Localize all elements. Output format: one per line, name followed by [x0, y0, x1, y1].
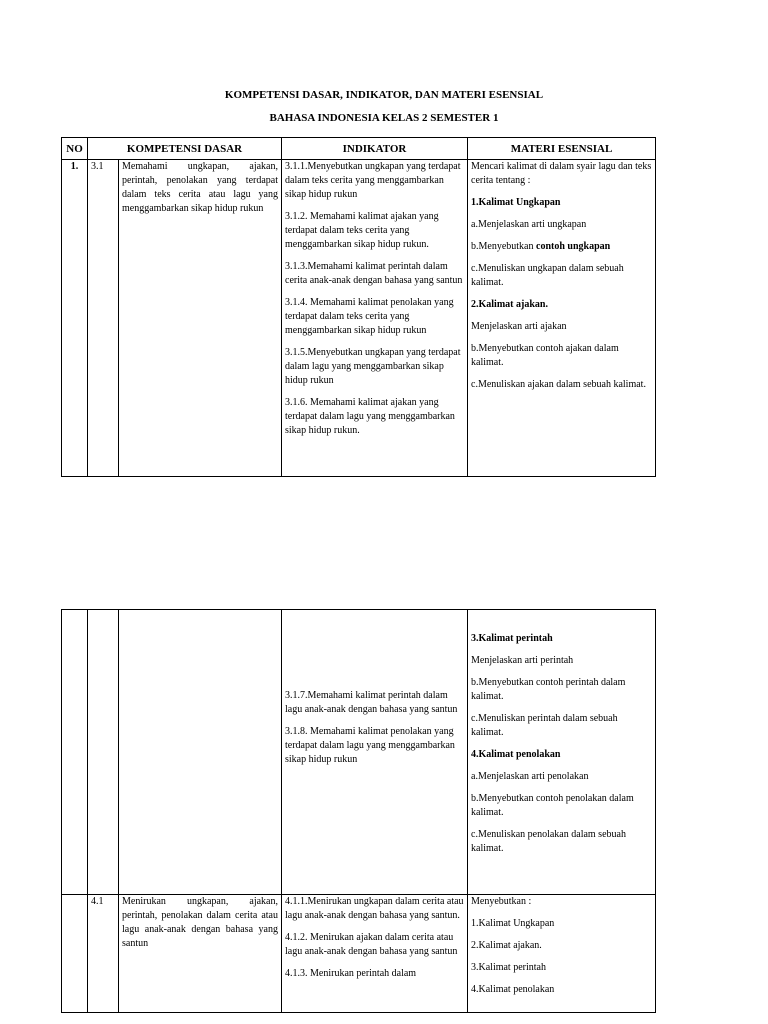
- table-row: [62, 895, 656, 1013]
- kd-text: Menirukan ungkapan, ajakan, perintah, penolakan dalam cerita atau lagu anak-anak dengan bahasa yang santun: [119, 895, 282, 1013]
- materi-item: b.Menyebutkan contoh ajakan dalam kalimat.: [471, 343, 619, 368]
- indikator-item: 3.1.8. Memahami kalimat penolakan yang terdapat dalam lagu yang menggambarkan sikap hidup rukun: [285, 726, 455, 765]
- table-header-row: [62, 138, 656, 160]
- materi-heading: 3.Kalimat perintah: [471, 633, 553, 644]
- indikator-item: 3.1.5.Menyebutkan ungkapan yang terdapat dalam lagu yang menggambarkan sikap hidup rukun: [285, 347, 461, 386]
- kd-text: Memahami ungkapan, ajakan, perintah, penolakan yang terdapat dalam teks cerita atau lagu yang menggambarkan sikap hidup rukun: [119, 160, 282, 477]
- indikator-item: 3.1.1.Menyebutkan ungkapan yang terdapat dalam teks cerita yang menggambarkan sikap hidup rukun: [285, 161, 461, 200]
- materi-heading: 2.Kalimat ajakan.: [471, 299, 548, 310]
- materi-heading: 1.Kalimat Ungkapan: [471, 197, 561, 208]
- indikator-item: 3.1.2. Memahami kalimat ajakan yang terdapat dalam teks cerita yang menggambarkan sikap hidup rukun.: [285, 211, 439, 250]
- competency-table-page2: [61, 609, 656, 1013]
- indikator-item: 4.1.3. Menirukan perintah dalam: [285, 968, 417, 979]
- indikator-item: 4.1.2. Menirukan ajakan dalam cerita atau lagu anak-anak dengan bahasa yang santun: [285, 932, 458, 957]
- materi-cell: [468, 610, 656, 895]
- materi-item: b.Menyebutkan contoh ungkapan: [471, 241, 611, 252]
- materi-item: 2.Kalimat ajakan.: [471, 940, 542, 951]
- materi-item: 1.Kalimat Ungkapan: [471, 918, 555, 929]
- page-subtitle: BAHASA INDONESIA KELAS 2 SEMESTER 1: [269, 112, 499, 124]
- kd-code: 3.1: [88, 160, 119, 477]
- materi-item: a.Menjelaskan arti ungkapan: [471, 219, 587, 230]
- materi-item: c.Menuliskan ungkapan dalam sebuah kalimat.: [471, 263, 624, 288]
- indikator-item: 3.1.7.Memahami kalimat perintah dalam lagu anak-anak dengan bahasa yang santun: [285, 690, 458, 715]
- indikator-item: 3.1.4. Memahami kalimat penolakan yang terdapat dalam teks cerita yang menggambarkan sikap hidup rukun: [285, 297, 454, 336]
- materi-item: c.Menuliskan perintah dalam sebuah kalimat.: [471, 713, 618, 738]
- materi-item: Menjelaskan arti ajakan: [471, 321, 567, 332]
- materi-item: Menjelaskan arti perintah: [471, 655, 574, 666]
- table-row: [62, 610, 656, 895]
- materi-item: 4.Kalimat penolakan: [471, 984, 555, 995]
- table-row: [62, 160, 656, 477]
- indikator-item: 3.1.3.Memahami kalimat perintah dalam cerita anak-anak dengan bahasa yang santun: [285, 261, 463, 286]
- row-number: 1.: [70, 161, 79, 172]
- header-materi-esensial: MATERI ESENSIAL: [468, 138, 656, 160]
- indikator-cell: [282, 610, 468, 895]
- header-indikator: INDIKATOR: [282, 138, 468, 160]
- materi-item: c.Menuliskan penolakan dalam sebuah kalimat.: [471, 829, 626, 854]
- indikator-item: 4.1.1.Menirukan ungkapan dalam cerita atau lagu anak-anak dengan bahasa yang santun.: [285, 896, 464, 921]
- header-kompetensi-dasar: KOMPETENSI DASAR: [88, 138, 282, 160]
- materi-item: a.Menjelaskan arti penolakan: [471, 771, 589, 782]
- materi-item: Menyebutkan :: [471, 896, 532, 907]
- header-no: NO: [62, 138, 88, 160]
- materi-cell: [468, 160, 656, 477]
- materi-intro: Mencari kalimat di dalam syair lagu dan teks cerita tentang :: [471, 161, 652, 186]
- indikator-cell: [282, 160, 468, 477]
- materi-cell: [468, 895, 656, 1013]
- materi-item: b.Menyebutkan contoh perintah dalam kalimat.: [471, 677, 626, 702]
- competency-table-page1: [61, 137, 656, 477]
- kd-code: 4.1: [88, 895, 119, 1013]
- materi-heading: 4.Kalimat penolakan: [471, 749, 561, 760]
- materi-item: b.Menyebutkan contoh penolakan dalam kalimat.: [471, 793, 634, 818]
- page-title: KOMPETENSI DASAR, INDIKATOR, DAN MATERI ESENSIAL: [224, 89, 544, 101]
- materi-item: 3.Kalimat perintah: [471, 962, 546, 973]
- indikator-cell: [282, 895, 468, 1013]
- indikator-item: 3.1.6. Memahami kalimat ajakan yang terdapat dalam lagu yang menggambarkan sikap hidup rukun.: [285, 397, 455, 436]
- materi-item: c.Menuliskan ajakan dalam sebuah kalimat.: [471, 379, 646, 390]
